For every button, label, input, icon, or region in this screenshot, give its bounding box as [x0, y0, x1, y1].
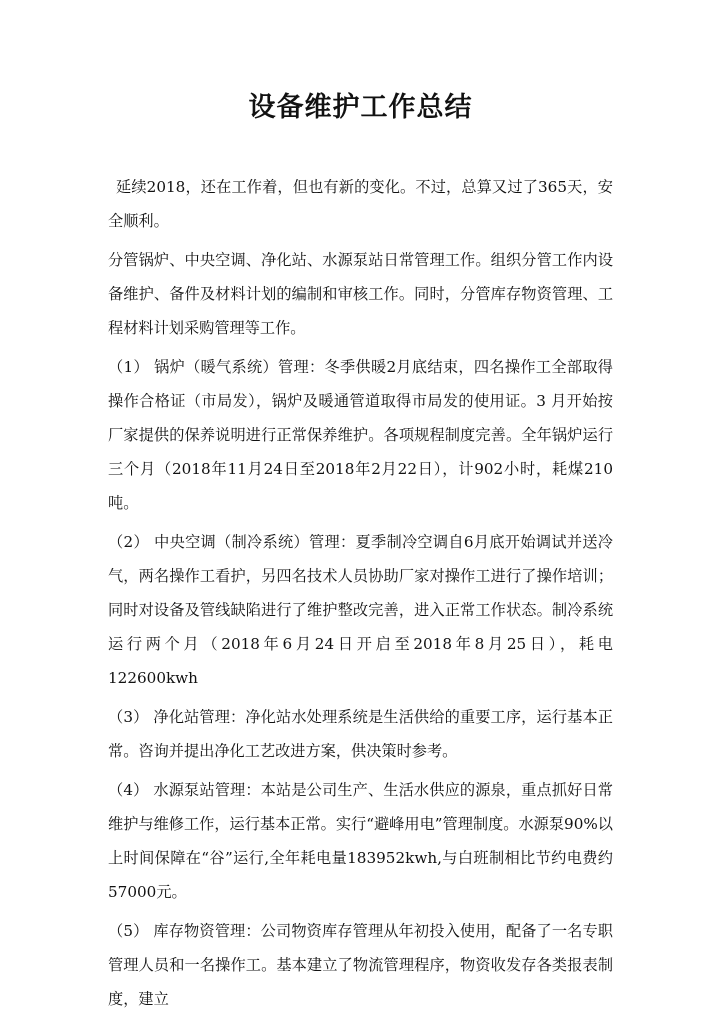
paragraph-water-pump-station: （4） 水源泵站管理：本站是公司生产、生活水供应的源泉，重点抓好日常维护与维修工作，运行基本正常。实行“避峰用电”管理制度。水源泵90%以上时间保障在“谷”运行,全年耗电量183952kwh,与白班制相比节约电费约57000元。 — [108, 781, 613, 901]
paragraph-boiler: （1） 锅炉（暖气系统）管理：冬季供暖2月底结束，四名操作工全部取得操作合格证（市局发），锅炉及暖通管道取得市局发的使用证。3 月开始按厂家提供的保养说明进行正常保养维护。各项规程制度完善。全年锅炉运行三个月（2018年11月24日至2018年2月22日），计902小时，耗煤210吨。 — [108, 358, 613, 512]
paragraph-responsibilities: 分管锅炉、中央空调、净化站、水源泵站日常管理工作。组织分管工作内设备维护、备件及材料计划的编制和审核工作。同时，分管库存物资管理、工程材料计划采购管理等工作。 — [108, 251, 613, 337]
paragraph-air-conditioning: （2） 中央空调（制冷系统）管理：夏季制冷空调自6月底开始调试并送冷气，两名操作工看护，另四名技术人员协助厂家对操作工进行了操作培训；同时对设备及管线缺陷进行了维护整改完善，进入正常工作状态。制冷系统运行两个月（2018年6月24日开启至2018年8月25日），耗电122600kwh — [108, 533, 613, 687]
paragraph-purification-station: （3） 净化站管理：净化站水处理系统是生活供给的重要工序，运行基本正常。咨询并提出净化工艺改进方案，供决策时参考。 — [108, 708, 613, 760]
paragraph-inventory: （5） 库存物资管理：公司物资库存管理从年初投入使用，配备了一名专职管理人员和一名操作工。基本建立了物流管理程序，物资收发存各类报表制度，建立 — [108, 922, 613, 1008]
document-body — [108, 170, 613, 1021]
document-title: 设备维护工作总结 — [248, 92, 473, 123]
paragraph-intro: 延续2018，还在工作着，但也有新的变化。不过，总算又过了365天，安全顺利。 — [108, 178, 613, 230]
